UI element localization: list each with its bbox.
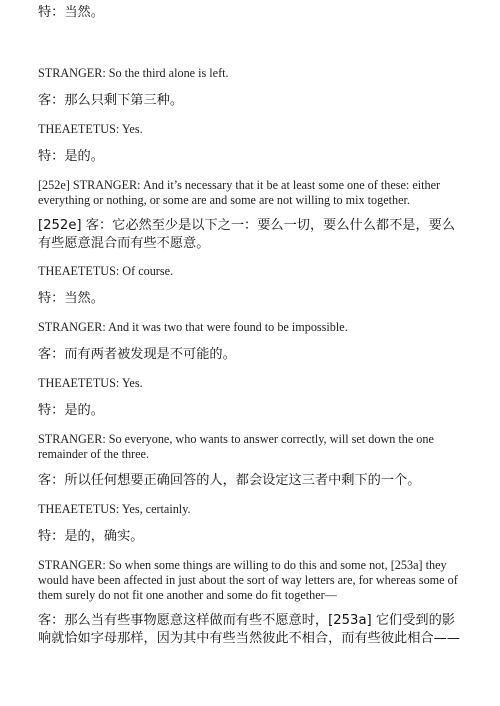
paragraph-en: [252e] STRANGER: And it’s necessary that it be at least some one of these: either everything or nothing, or some are and some are not willing to mix together. bbox=[38, 178, 441, 207]
paragraph-zh: 客：而有两者被发现是不可能的。 bbox=[38, 347, 236, 362]
paragraph-zh: 特：当然。 bbox=[38, 291, 104, 306]
paragraph-en: THEAETETUS: Yes. bbox=[38, 122, 143, 136]
paragraph-zh: 客：那么只剩下第三种。 bbox=[38, 93, 184, 108]
paragraph-zh: 特：是的。 bbox=[38, 403, 104, 418]
paragraph-en: STRANGER: So everyone, who wants to answer correctly, will set down the one remainder of the three. bbox=[38, 432, 434, 461]
paragraph-zh: 客：那么当有些事物愿意这样做而有些不愿意时，[253a] 它们受到的影响就恰如字母那样，因为其中有些当然彼此不相合，而有些彼此相合—— bbox=[38, 613, 460, 646]
paragraph-zh: 客：所以任何想要正确回答的人，都会设定这三者中剩下的一个。 bbox=[38, 473, 421, 488]
paragraph-zh: 特：当然。 bbox=[38, 5, 104, 20]
paragraph-en: STRANGER: So when some things are willing to do this and some not, [253a] they would have been affected in just about the sort of way letters are, for whereas some of them surely do not fit one another and some do fit together— bbox=[38, 558, 458, 602]
paragraph-en: THEAETETUS: Yes, certainly. bbox=[38, 502, 191, 516]
paragraph-en: THEAETETUS: Yes. bbox=[38, 376, 143, 390]
paragraph-zh: [252e] 客：它必然至少是以下之一：要么一切，要么什么都不是，要么有些愿意混合而有些不愿意。 bbox=[38, 218, 456, 251]
paragraph-en: STRANGER: So the third alone is left. bbox=[38, 66, 229, 80]
paragraph-zh: 特：是的，确实。 bbox=[38, 529, 144, 544]
paragraph-en: THEAETETUS: Of course. bbox=[38, 264, 174, 278]
paragraph-zh: 特：是的。 bbox=[38, 149, 104, 164]
paragraph-en: STRANGER: And it was two that were found to be impossible. bbox=[38, 320, 348, 334]
